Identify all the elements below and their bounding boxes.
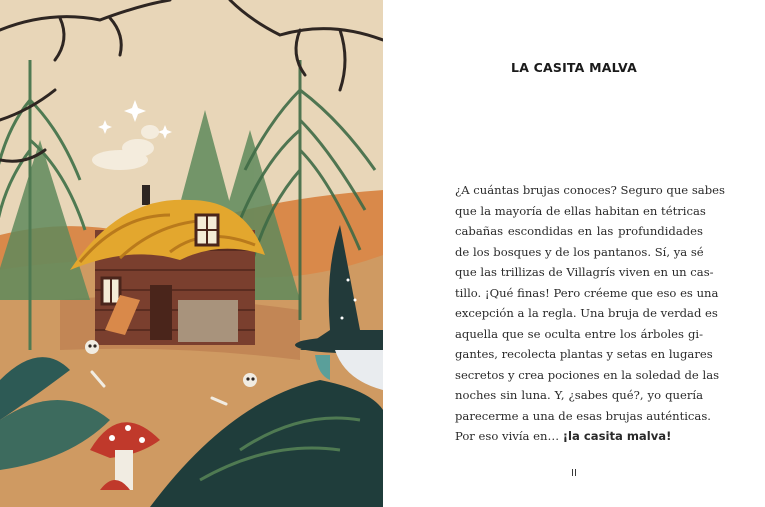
skull-icon (243, 373, 257, 387)
text-line: que las trillizas de Villagrís viven en un cas- (455, 265, 714, 279)
text-line: excepción a la regla. Una bruja de verdad es (455, 306, 718, 320)
text-line: cabañas escondidas en las profundidades (455, 224, 703, 238)
text-line-final (455, 426, 703, 447)
text-line: aquella que se oculta entre los árboles gi- (455, 326, 703, 341)
text-line: secretos y crea pociones en la soledad de las (455, 367, 720, 382)
chapter-title: LA CASITA MALVA (511, 60, 637, 75)
text-line: parecerme a una de esas brujas auténticas. (455, 408, 711, 423)
text-page (383, 0, 765, 507)
text-line: de los bosques y de los pantanos. Sí, ya sé (455, 244, 704, 259)
text-line: noches sin luna. Y, ¿sabes qué?, yo quería (455, 388, 703, 402)
body-paragraph (455, 180, 725, 447)
text-line: que la mayoría de ellas habitan en tétricas (455, 203, 706, 218)
skull-icon (85, 340, 99, 354)
text-line: ¿A cuántas brujas conoces? Seguro que sabes (455, 183, 725, 197)
text-line: gantes, recolecta plantas y setas en lugares (455, 347, 713, 361)
final-line-text: Por eso vivía en… (455, 429, 563, 443)
emphasized-phrase: ¡la casita malva! (562, 429, 672, 443)
page-number: II (571, 468, 577, 479)
text-line: tillo. ¡Qué finas! Pero créeme que eso es una (455, 285, 719, 300)
